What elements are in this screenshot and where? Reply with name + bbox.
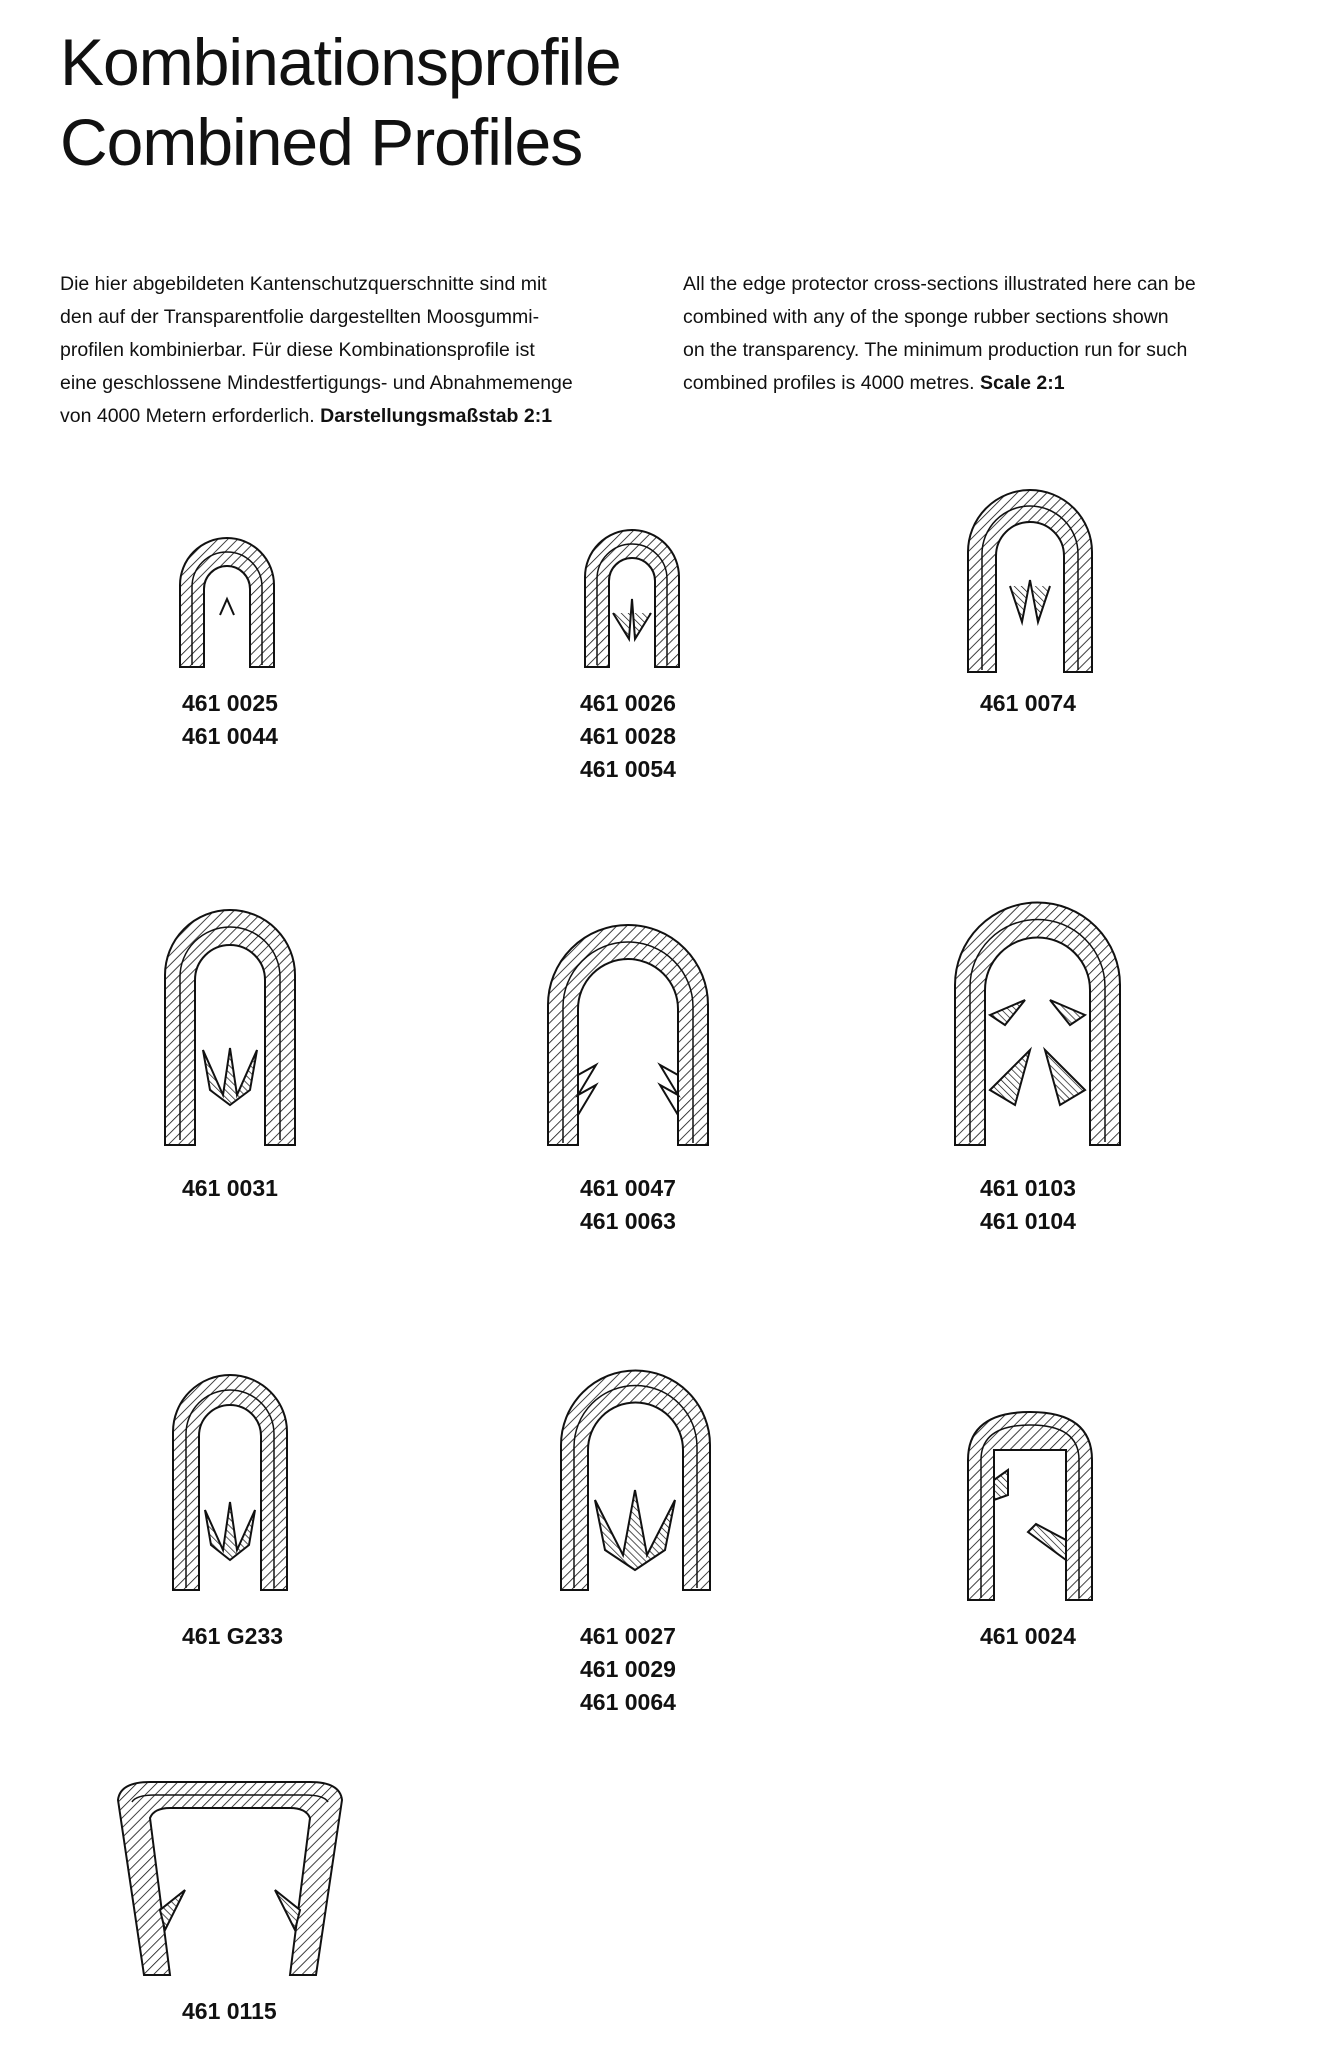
profile-code: 461 0029 — [580, 1656, 676, 1682]
profile-drawing-461-0027 — [553, 1370, 718, 1600]
profile-code: 461 0027 — [580, 1623, 676, 1649]
profile-code: 461 G233 — [182, 1623, 284, 1649]
scale-note-english: Scale 2:1 — [979, 372, 1065, 394]
intro-text-german — [60, 268, 630, 433]
profile-drawing-461-G233 — [165, 1370, 295, 1600]
intro-en-line: on the transparency. The minimum production run for such — [683, 339, 1188, 361]
profile-drawing-461-0047 — [538, 925, 718, 1155]
scale-note-german: Darstellungsmaßstab 2:1 — [320, 405, 553, 427]
intro-de-line: den auf der Transparentfolie dargestellten Moosgummi- — [60, 306, 540, 328]
profile-drawing-461-0025 — [172, 535, 282, 675]
profile-code: 461 0026 — [580, 690, 676, 716]
profile-codes — [980, 687, 1076, 720]
intro-de-line: profilen kombinierbar. Für diese Kombinationsprofile ist — [60, 339, 535, 361]
profile-codes — [182, 687, 278, 753]
profile-drawing-461-0026 — [577, 527, 687, 677]
profile-drawing-461-0024 — [960, 1400, 1100, 1610]
title-german: Kombinationsprofile — [60, 25, 621, 99]
profile-code: 461 0025 — [182, 690, 278, 716]
profile-codes — [580, 1172, 676, 1238]
profile-codes — [182, 1172, 278, 1205]
profile-codes — [182, 1995, 277, 2028]
intro-en-line: combined with any of the sponge rubber sections shown — [683, 306, 1169, 328]
profile-codes — [580, 687, 676, 786]
profile-drawing-461-0115 — [110, 1770, 350, 1985]
profile-codes — [980, 1620, 1076, 1653]
profile-drawing-461-0074 — [960, 490, 1100, 680]
page-title — [60, 22, 621, 182]
profile-code: 461 0074 — [980, 690, 1076, 716]
profile-code: 461 0047 — [580, 1175, 676, 1201]
title-english: Combined Profiles — [60, 105, 583, 179]
profile-code: 461 0104 — [980, 1208, 1076, 1234]
profile-drawing-461-0031 — [155, 900, 305, 1155]
profile-code: 461 0103 — [980, 1175, 1076, 1201]
intro-text-english — [683, 268, 1243, 400]
intro-en-last-line: combined profiles is 4000 metres. — [683, 372, 975, 394]
intro-en-line: All the edge protector cross-sections illustrated here can be — [683, 273, 1196, 295]
profile-code: 461 0115 — [182, 1998, 277, 2024]
profile-code: 461 0063 — [580, 1208, 676, 1234]
profile-code: 461 0024 — [980, 1623, 1076, 1649]
profile-codes — [580, 1620, 676, 1719]
profile-code: 461 0028 — [580, 723, 676, 749]
profile-code: 461 0031 — [182, 1175, 278, 1201]
intro-de-line: eine geschlossene Mindestfertigungs- und Abnahmemenge — [60, 372, 573, 394]
intro-de-last-line: von 4000 Metern erforderlich. — [60, 405, 315, 427]
profile-code: 461 0064 — [580, 1689, 676, 1715]
intro-de-line: Die hier abgebildeten Kantenschutzquerschnitte sind mit — [60, 273, 547, 295]
profile-drawing-461-0103 — [945, 890, 1130, 1155]
profile-codes — [980, 1172, 1076, 1238]
profile-code: 461 0054 — [580, 756, 676, 782]
profile-code: 461 0044 — [182, 723, 278, 749]
profile-codes — [182, 1620, 283, 1653]
